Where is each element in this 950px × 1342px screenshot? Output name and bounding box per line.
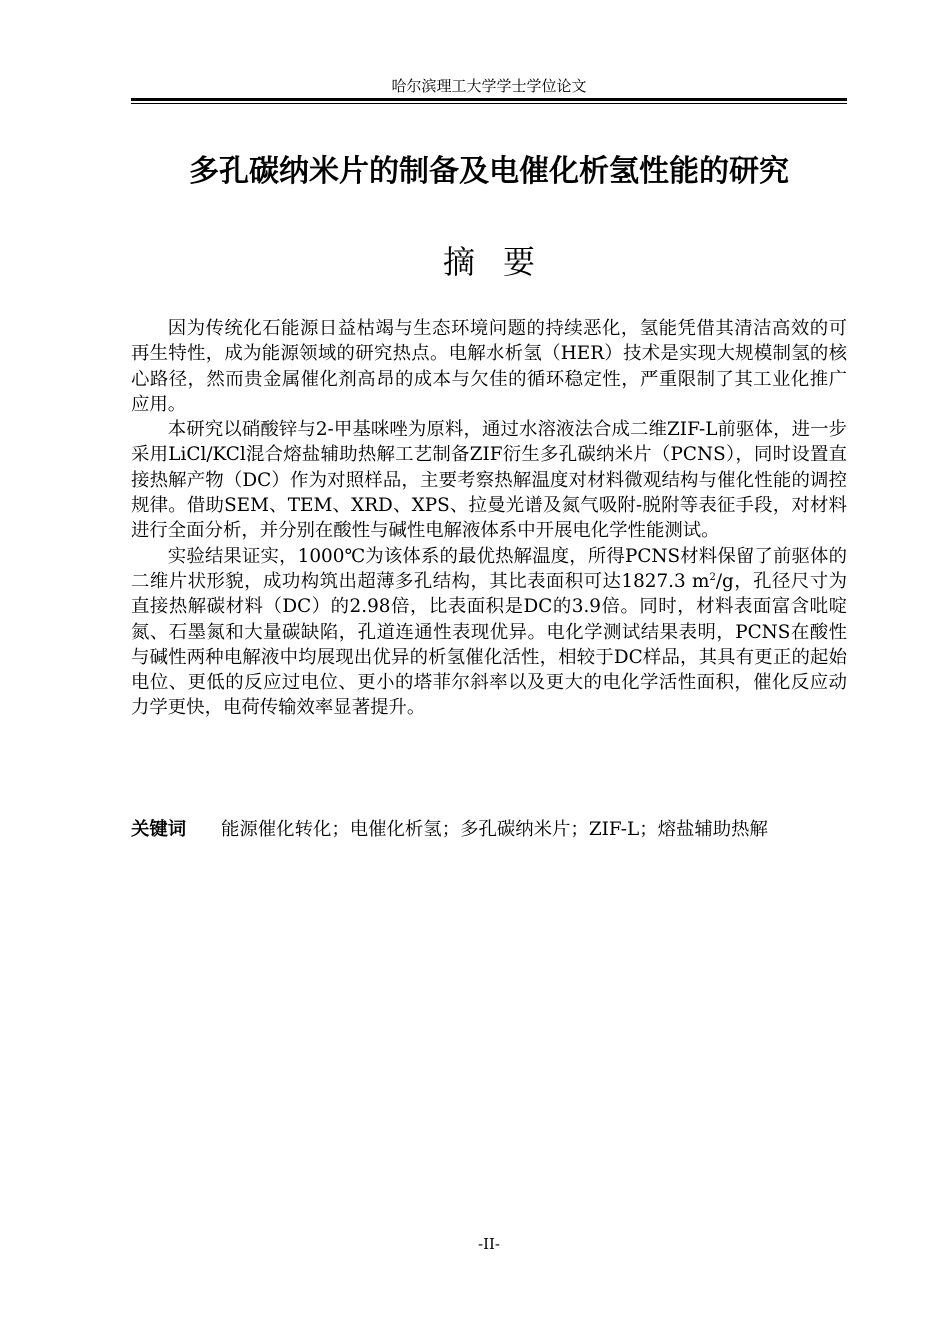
document-title: 多孔碳纳米片的制备及电催化析氢性能的研究	[189, 154, 789, 189]
abstract-paragraph-1: 因为传统化石能源日益枯竭与生态环境问题的持续恶化，氢能凭借其清洁高效的可再生特性，成为能源领域的研究热点。电解水析氢（HER）技术是实现大规模制氢的核心路径，然而贵金属催化剂高昂的成本与欠佳的循环稳定性，严重限制了其工业化推广应用。	[131, 318, 847, 415]
paragraph-3-text-a: 实验结果证实，1000℃为该体系的最优热解温度，所得PCNS材料保留了前驱体的二维片状形貌，成功构筑出超薄多孔结构，其比表面积可达1827.3 m	[131, 545, 847, 592]
header-rule-thick	[131, 98, 847, 101]
abstract-paragraph-3	[131, 544, 847, 721]
running-header: 哈尔滨理工大学学士学位论文	[391, 77, 587, 95]
paragraph-3-text-b: /g，孔径尺寸为直接热解碳材料（DC）的2.98倍，比表面积是DC的3.9倍。同时，材料表面富含吡啶氮、石墨氮和大量碳缺陷，孔道连通性表现优异。电化学测试结果表明，PCNS在酸性与碱性两种电解液中均展现出优异的析氢催化活性，相较于DC样品，其具有更正的起始电位、更低的反应过电位、更小的塔菲尔斜率以及更大的电化学活性面积，催化反应动力学更快，电荷传输效率显著提升。	[131, 570, 847, 719]
abstract-paragraph-2: 本研究以硝酸锌与2-甲基咪唑为原料，通过水溶液法合成二维ZIF-L前驱体，进一步采用LiCl/KCl混合熔盐辅助热解工艺制备ZIF衍生多孔碳纳米片（PCNS），同时设置直接热解产物（DC）作为对照样品，主要考察热解温度对材料微观结构与催化性能的调控规律。借助SEM、TEM、XRD、XPS、拉曼光谱及氮气吸附-脱附等表征手段，对材料进行全面分析，并分别在酸性与碱性电解液体系中开展电化学性能测试。	[131, 419, 847, 542]
superscript-2: 2	[709, 571, 716, 583]
keywords-block	[131, 817, 847, 842]
abstract-heading: 摘要	[442, 243, 563, 281]
header-rule-thin	[131, 103, 847, 104]
keywords-text: 能源催化转化；电催化析氢；多孔碳纳米片；ZIF-L；熔盐辅助热解	[221, 819, 768, 840]
page-number: -II-	[478, 1235, 500, 1253]
keywords-label: 关键词	[131, 819, 187, 840]
abstract-body	[131, 316, 847, 721]
